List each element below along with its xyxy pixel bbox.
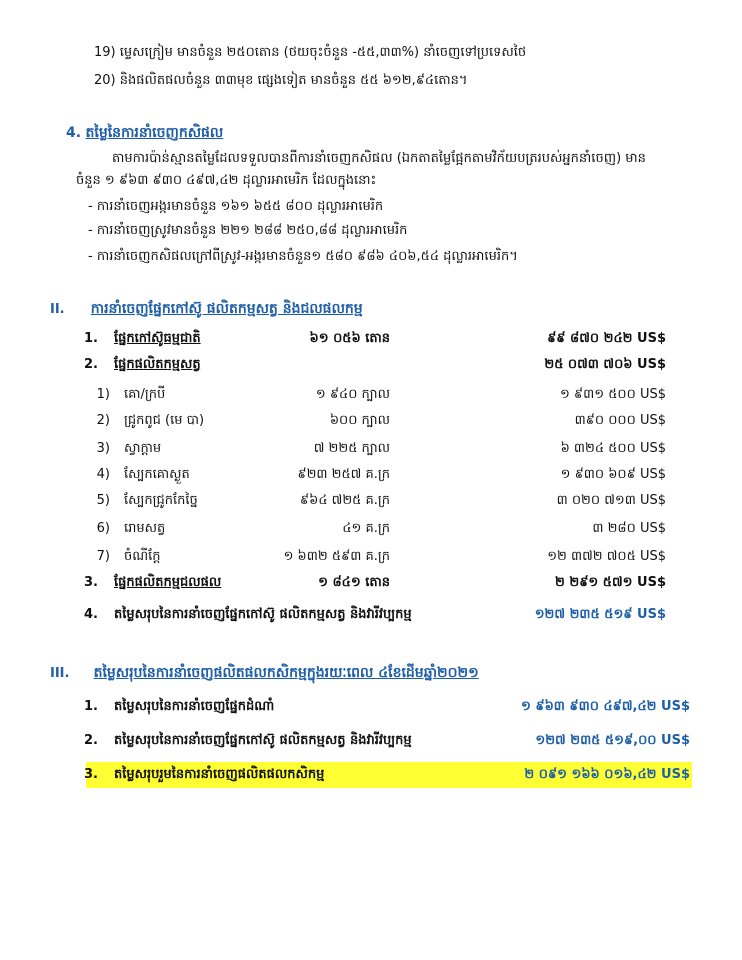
row-value: ៣ ២៨០ US$ — [592, 521, 666, 536]
row-value: ២ ០៩១ ១៦៦ ០១៦,៤២ US$ — [524, 767, 690, 782]
row-value: ១២៧ ២៣៥ ៥១៩,០០ US$ — [535, 733, 690, 748]
row-index: 1. — [84, 331, 98, 346]
row-value: ១ ៩៣១ ៥០០ US$ — [559, 387, 666, 402]
list-number: 20) — [94, 73, 116, 88]
section4-para-line1: តាមការប៉ាន់ស្មានតម្លៃដែលទទួលបានពីការនាំចេញកសិផល (ឯកតាតម្លៃផ្អែកតាមវិក័យបត្ររបស់អ្នកនាំចេញ) មាន — [112, 151, 646, 166]
row-value: ៦ ៣២៤ ៥០០ US$ — [560, 441, 666, 456]
table-row-sub — [0, 518, 742, 540]
section3-heading — [50, 664, 479, 683]
roman-numeral: III. — [50, 666, 70, 681]
row-label: តម្លៃសរុបនៃការនាំចេញផ្នែកកៅស៊ូ ផលិតកម្មសត្វ និងវារីវប្បកម្ម — [114, 607, 412, 622]
row-value: ២៥ ០៧៣ ៧០៦ US$ — [544, 357, 666, 372]
row-label: គោ/ក្របី — [124, 387, 166, 402]
bullet-item: - ការនាំចេញអង្ករមានចំនួន ១៦១ ៦៥៥ ៨០០ ដុល្លារអាមេរិក — [88, 199, 384, 214]
row-label: ស្វាក្ដាម — [124, 441, 162, 456]
row-index: 2. — [84, 357, 98, 372]
section4-heading — [66, 124, 223, 142]
table-row-sub — [0, 490, 742, 512]
row-quantity: ៩៦៤ ៧២៥ គ.ក្រ — [299, 493, 390, 508]
row-label: ផ្នែកផលិតកម្មសត្វ — [114, 357, 201, 372]
roman-numeral: II. — [50, 302, 65, 317]
section-title: តម្លៃសរុបនៃការនាំចេញផលិតផលកសិកម្មក្នុងរយៈពេល ៤ខែដើមឆ្នាំ២០២១ — [93, 665, 479, 681]
row-label: រោមសត្វ — [124, 521, 166, 536]
row-label: ស្បែកគោស្ងួត — [124, 467, 190, 482]
row-value: ២ ២៩១ ៥៧១ US$ — [555, 575, 666, 590]
row-quantity: ៦១ ០៥៦ តោន — [309, 331, 390, 346]
list-text: និងផលិតផលចំនួន ៣៣មុខ ផ្សេងទៀត មានចំនួន ៥៥ ៦១២,៩៤តោន។ — [119, 73, 468, 88]
table-row-sub — [0, 438, 742, 460]
section-title: តម្លៃនៃការនាំចេញកសិផល — [85, 125, 224, 141]
row-quantity: ៤១ គ.ក្រ — [342, 521, 390, 536]
row-quantity: ១ ៦៣២ ៥៩៣ គ.ក្រ — [283, 549, 390, 564]
row-index: 6) — [96, 521, 110, 536]
section3-row — [0, 696, 742, 718]
row-label: ផ្នែកកៅស៊ូធម្មជាតិ — [114, 331, 201, 346]
row-quantity: ៧ ២២៥ ក្បាល — [313, 441, 390, 456]
row-label: ផ្នែកផលិតកម្មជលផល — [114, 575, 222, 590]
row-index: 4. — [84, 607, 98, 622]
row-value: ៣ ០២០ ៧១៣ US$ — [556, 493, 666, 508]
row-value: ៩៩ ៨៧០ ២៤២ US$ — [547, 331, 666, 346]
row-label: ស្បែកជ្រូកកែច្នៃ — [124, 493, 198, 508]
table-row-main — [0, 328, 742, 350]
row-quantity: ១ ៩៤០ ក្បាល — [315, 387, 390, 402]
row-label: តម្លៃសរុបនៃការនាំចេញផ្នែកដំណាំ — [114, 699, 275, 714]
row-value: ១២៧ ២៣៥ ៥១៩ US$ — [534, 607, 666, 622]
section-title: ការនាំចេញផ្នែកកៅស៊ូ ផលិតកម្មសត្វ និងជលផលកម្ម — [90, 301, 363, 317]
row-index: 1. — [84, 699, 98, 714]
row-quantity: ៩២៣ ២៥៧ គ.ក្រ — [297, 467, 390, 482]
row-index: 5) — [96, 493, 110, 508]
row-index: 3. — [84, 575, 98, 590]
row-index: 4) — [96, 467, 110, 482]
row-index: 1) — [96, 387, 110, 402]
table-row-sub — [0, 464, 742, 486]
table-row-sub — [0, 410, 742, 432]
section2-heading — [50, 300, 363, 319]
table-row-main — [0, 572, 742, 594]
row-value: ១ ៩៣០ ៦០៩ US$ — [560, 467, 666, 482]
row-label: ចំណីក្ដែ — [124, 549, 161, 564]
row-index: 2) — [96, 413, 110, 428]
row-label: តម្លៃសរុបរួមនៃការនាំចេញផលិតផលកសិកម្ម — [114, 767, 325, 782]
top-list-item — [94, 72, 467, 90]
row-index: 3. — [84, 767, 98, 782]
bullet-item: - ការនាំចេញស្រូវមានចំនួន ២២១ ២៨៨ ២៥០,៨៨ ដុល្លារអាមេរិក — [88, 223, 408, 238]
row-index: 3) — [96, 441, 110, 456]
row-value: ១ ៩៦៣ ៩៣០ ៤៩៧,៤២ US$ — [521, 699, 690, 714]
table-row-main — [0, 354, 742, 376]
row-label: ជ្រូកពូជ (មេ បា) — [124, 413, 205, 428]
list-text: ម្ទេសក្រៀម មានចំនួន ២៥០តោន (ថយចុះចំនួន -៥៥,៣៣%) នាំចេញទៅប្រទេសថៃ — [119, 45, 527, 60]
row-quantity: ១ ៨៤១ តោន — [318, 575, 390, 590]
section3-row — [0, 730, 742, 752]
row-value: ១២ ៣៧២ ៧០៥ US$ — [547, 549, 666, 564]
section3-row — [0, 764, 742, 786]
section2-total-row — [0, 604, 742, 626]
row-label: តម្លៃសរុបនៃការនាំចេញផ្នែកកៅស៊ូ ផលិតកម្មសត្វ និងវារីវប្បកម្ម — [114, 733, 412, 748]
table-row-sub — [0, 546, 742, 568]
top-list-item — [94, 44, 526, 62]
bullet-item: - ការនាំចេញកសិផលក្រៅពីស្រូវ-អង្ករមានចំនួន១ ៥៨០ ៩៨៦ ៤០៦,៥៤ ដុល្លារអាមេរិក។ — [88, 249, 518, 264]
section-number: 4. — [66, 125, 82, 141]
row-index: 7) — [96, 549, 110, 564]
list-number: 19) — [94, 45, 116, 60]
row-quantity: ៦០០ ក្បាល — [329, 413, 390, 428]
table-row-sub — [0, 384, 742, 406]
row-index: 2. — [84, 733, 98, 748]
section4-para-line2: ចំនួន ១ ៩៦៣ ៩៣០ ៤៩៧,៤២ ដុល្លារអាមេរិក ដែលក្នុងនោះ — [76, 173, 377, 188]
row-value: ៣៩០ ០០០ US$ — [574, 413, 666, 428]
